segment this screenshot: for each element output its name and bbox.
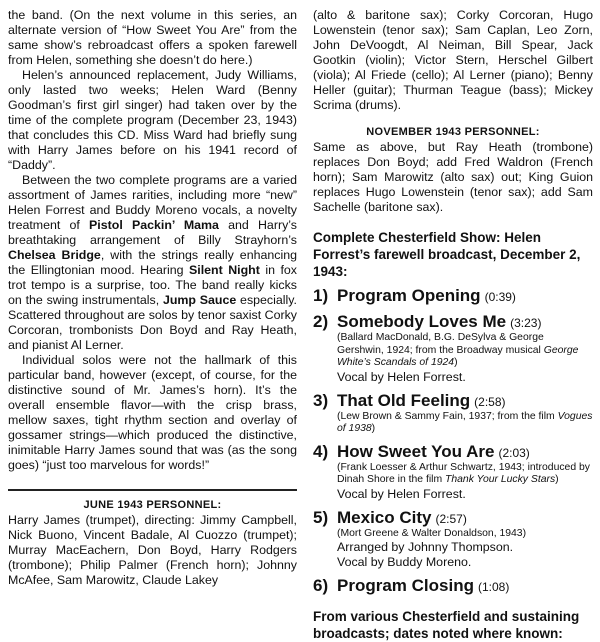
- track-3: [313, 391, 593, 436]
- right-column: [313, 8, 593, 642]
- closing-heading: From various Chesterfield and sustaining broadcasts; dates noted where known:: [313, 609, 580, 641]
- track-2: [313, 312, 593, 385]
- track-title: Somebody Loves Me: [337, 312, 507, 331]
- track-vocal: Vocal by Buddy Moreno.: [337, 555, 472, 569]
- track-duration: (0:39): [484, 290, 516, 304]
- track-arranger: Arranged by Johnny Thompson.: [337, 540, 514, 554]
- track-title: Program Closing: [337, 576, 474, 595]
- track-credit: (Mort Greene & Walter Donaldson, 1943): [337, 527, 527, 539]
- june-personnel-continued: (alto & baritone sax); Corky Corcoran, Hugo Lowenstein (tenor sax); Sam Caplan, Leo Zorn, John DeVoogdt, Al Neiman, Bill Spear, Jack Gootkin (violin); Victor Stern, Herschel Gilbert (viola); Al Friede (cello); Al Lerner (piano); Benny Heller (guitar); Thurman Teague (bass); Mickey Scrima (drums).: [313, 8, 593, 112]
- track-title: That Old Feeling: [337, 390, 471, 410]
- p3-text-1: Between the two complete programs are a varied assortment of James rarities, including more “new” Helen Forrest and Buddy Moreno vocals, a novelty treatment of: [8, 173, 297, 232]
- credit-text: (Ballard MacDonald, B.G. DeSylva & George Gershwin, 1924; from the Broadway musical: [337, 332, 544, 356]
- song-pistol-packin-mama: Pistol Packin’ Mama: [89, 218, 219, 232]
- p3-text-5: especially. Scattered throughout are solos by tenor saxist Corky Corcoran, trombonists Don Boyd and Ray Heath, and pianist Al Lerner.: [8, 293, 297, 352]
- song-silent-night: Silent Night: [189, 263, 260, 277]
- track-vocal: Vocal by Helen Forrest.: [337, 369, 466, 384]
- track-6: [313, 576, 593, 596]
- track-duration: (2:03): [498, 445, 530, 460]
- track-credit: [337, 411, 593, 436]
- track-credit: [337, 332, 593, 370]
- track-1: [313, 286, 593, 306]
- track-number: 2): [313, 312, 329, 331]
- credit-source-title: Thank Your Lucky Stars: [445, 474, 556, 485]
- credit-text: (Frank Loesser & Arthur Schwartz, 1943; introduced by Dinah Shore in the film: [337, 461, 590, 485]
- track-title: Program Opening: [337, 286, 481, 305]
- track-credit: [337, 462, 593, 487]
- paragraph-3: [8, 173, 297, 353]
- track-4: [313, 442, 593, 502]
- track-duration: (2:58): [474, 394, 506, 409]
- track-duration: (1:08): [477, 580, 510, 594]
- track-vocal: Vocal by Helen Forrest.: [337, 486, 466, 501]
- track-5: [313, 508, 593, 571]
- june-personnel-heading: JUNE 1943 PERSONNEL:: [83, 499, 222, 511]
- credit-end: ): [371, 423, 376, 434]
- credit-end: ): [555, 474, 559, 485]
- track-number: 4): [313, 441, 329, 461]
- song-chelsea-bridge: Chelsea Bridge: [8, 248, 101, 262]
- track-number: 3): [313, 390, 329, 410]
- june-personnel-text: Harry James (trumpet), directing: Jimmy Campbell, Nick Buono, Vincent Badale, Al Cuozzo (trumpet); Murray MacEachern, Don Boyd, Harry Rodgers (trombone); Philip Palmer (French horn); Johnny McAfee, Sam Marowitz, Claude Lakey: [8, 513, 297, 587]
- show-heading: Complete Chesterfield Show: Helen Forrest’s farewell broadcast, December 2, 1943:: [313, 230, 581, 279]
- track-duration: (3:23): [510, 316, 542, 330]
- track-duration: (2:57): [435, 511, 467, 526]
- credit-end: ): [454, 357, 458, 368]
- november-personnel-heading: NOVEMBER 1943 PERSONNEL:: [366, 126, 540, 138]
- paragraph-1: the band. (On the next volume in this series, an alternate version of “How Sweet You Are” from the same show’s rebroadcast offers a spoken farewell from Helen, something she doesn’t do here.): [8, 8, 297, 67]
- credit-source-title: Vogues of 1938: [337, 410, 593, 434]
- p3-text-4: in fox trot tempo is a surprise, too. The band really kicks on the swing instrumentals,: [8, 263, 298, 307]
- song-jump-sauce: Jump Sauce: [162, 293, 237, 307]
- track-number: 5): [313, 507, 329, 527]
- credit-text: (Lew Brown & Sammy Fain, 1937; from the film: [337, 410, 558, 422]
- section-divider: [8, 489, 297, 491]
- p3-text-3: , with the strings really enhancing the Ellingtonian mood. Hearing: [8, 248, 297, 277]
- p3-text-2: and Harry’s breathtaking arrangement of Billy Strayhorn’s: [8, 218, 297, 247]
- left-column: [8, 8, 297, 588]
- track-number: 1): [313, 286, 329, 305]
- track-title: Mexico City: [337, 507, 432, 527]
- credit-source-title: George White’s Scandals of 1924: [337, 344, 579, 368]
- paragraph-4: Individual solos were not the hallmark of this particular band, however (except, of course, for the distinctive sound of Mr. James’s horn). It’s the overall ensemble flavor—with the crisp brass, mellow saxes, tight rhythm section and overlay of gossamer strings—which produced the distinctive, inimitable Harry James sound that was (as the song goes) “just too marvelous for words!”: [8, 353, 297, 472]
- november-personnel-text: Same as above, but Ray Heath (trombone) replaces Don Boyd; add Fred Waldron (French horn); Sam Marowitz (alto sax) out; King Guion replaces Hugo Lowenstein (tenor sax); add Sam Sachelle (baritone sax).: [313, 140, 593, 214]
- track-number: 6): [313, 576, 329, 595]
- paragraph-2: Helen’s announced replacement, Judy Williams, only lasted two weeks; Helen Ward (Benny Goodman’s first girl singer) had taken over by the time of the complete program (December 23, 1943) that concludes this CD. Miss Ward had briefly sung with Harry James before on his 1941 record of “Daddy”.: [8, 68, 297, 172]
- track-title: How Sweet You Are: [337, 441, 495, 461]
